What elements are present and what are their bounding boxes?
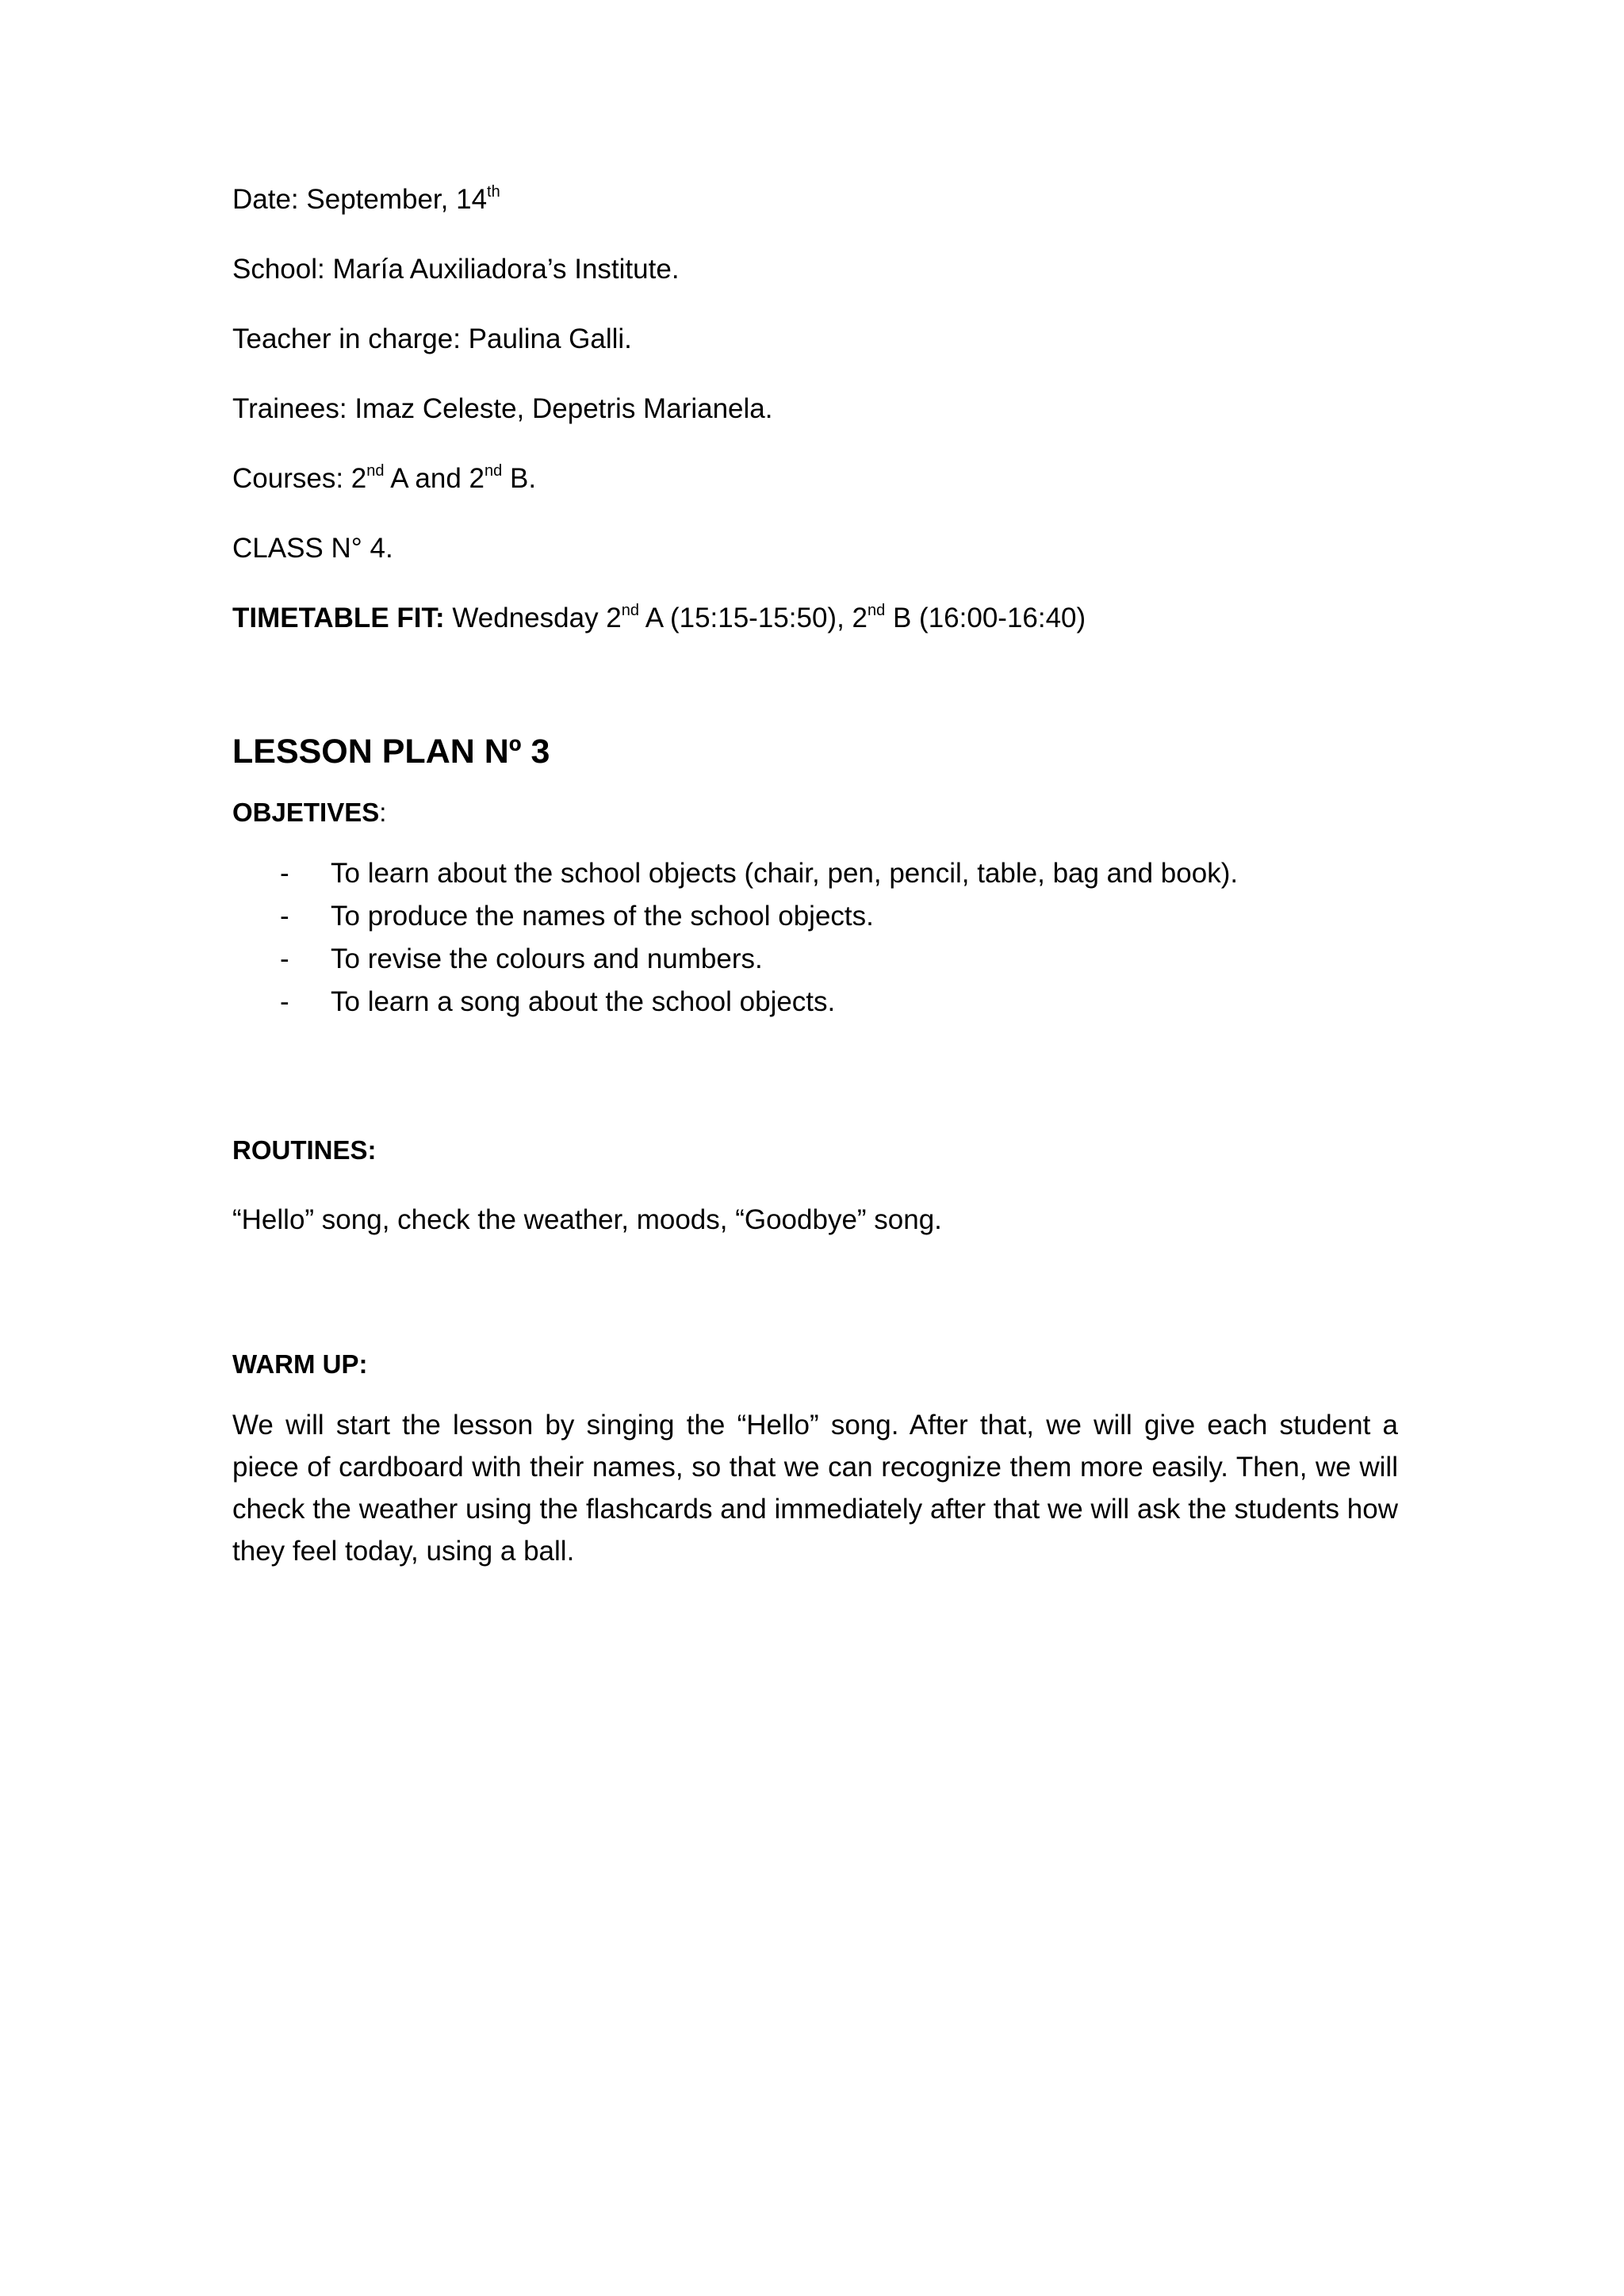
list-item xyxy=(232,852,1398,895)
timetable-sup-2: nd xyxy=(868,602,886,619)
list-item xyxy=(232,938,1398,981)
school-line: School: María Auxiliadora’s Institute. xyxy=(232,254,680,285)
courses-prefix: Courses: 2 xyxy=(232,463,367,494)
warm-up-heading: WARM UP: xyxy=(232,1349,368,1379)
document-page xyxy=(232,182,1398,1572)
timetable-mid: A (15:15-15:50), 2 xyxy=(639,603,868,633)
date-superscript: th xyxy=(487,183,500,201)
timetable-label: TIMETABLE FIT: xyxy=(232,603,445,633)
timetable-suffix: B (16:00-16:40) xyxy=(885,603,1086,633)
timetable-sup-1: nd xyxy=(621,602,640,619)
objectives-list xyxy=(232,852,1398,1024)
objective-text: To learn about the school objects (chair, pen, pencil, table, bag and book). xyxy=(331,858,1239,889)
courses-suffix: B. xyxy=(502,463,537,494)
warm-up-paragraph: We will start the lesson by singing the “Hello” song. After that, we will give each student a piece of cardboard with their names, so that we can recognize them more easily. Then, we will check the weather using the flashcards and immediately after that we will ask the students how they feel today, using a ball. xyxy=(232,1410,1398,1567)
routines-text: “Hello” song, check the weather, moods, “Goodbye” song. xyxy=(232,1204,942,1235)
courses-mid: A and 2 xyxy=(384,463,485,494)
objectives-label: OBJETIVES xyxy=(232,798,380,827)
list-item xyxy=(232,981,1398,1024)
objectives-colon: : xyxy=(379,798,387,827)
objective-text: To produce the names of the school objects. xyxy=(331,901,874,932)
objective-text: To revise the colours and numbers. xyxy=(331,943,763,974)
courses-line xyxy=(232,461,1398,496)
routines-heading: ROUTINES: xyxy=(232,1135,377,1165)
bullet-dash: - xyxy=(280,858,289,889)
bullet-dash: - xyxy=(280,901,289,932)
trainees-line: Trainees: Imaz Celeste, Depetris Marianela. xyxy=(232,393,773,424)
class-number-line: CLASS N° 4. xyxy=(232,533,393,564)
objectives-heading xyxy=(232,795,1398,830)
objective-text: To learn a song about the school objects. xyxy=(331,986,836,1017)
lesson-plan-title: LESSON PLAN Nº 3 xyxy=(232,733,550,771)
teacher-line: Teacher in charge: Paulina Galli. xyxy=(232,323,632,354)
timetable-prefix: Wednesday 2 xyxy=(444,603,622,633)
list-item xyxy=(232,895,1398,938)
courses-sup-2: nd xyxy=(485,462,503,480)
bullet-dash: - xyxy=(280,943,289,974)
timetable-line xyxy=(232,601,1398,636)
date-line xyxy=(232,182,1398,217)
courses-sup-1: nd xyxy=(366,462,385,480)
date-text: Date: September, 14 xyxy=(232,184,488,215)
bullet-dash: - xyxy=(280,986,289,1017)
